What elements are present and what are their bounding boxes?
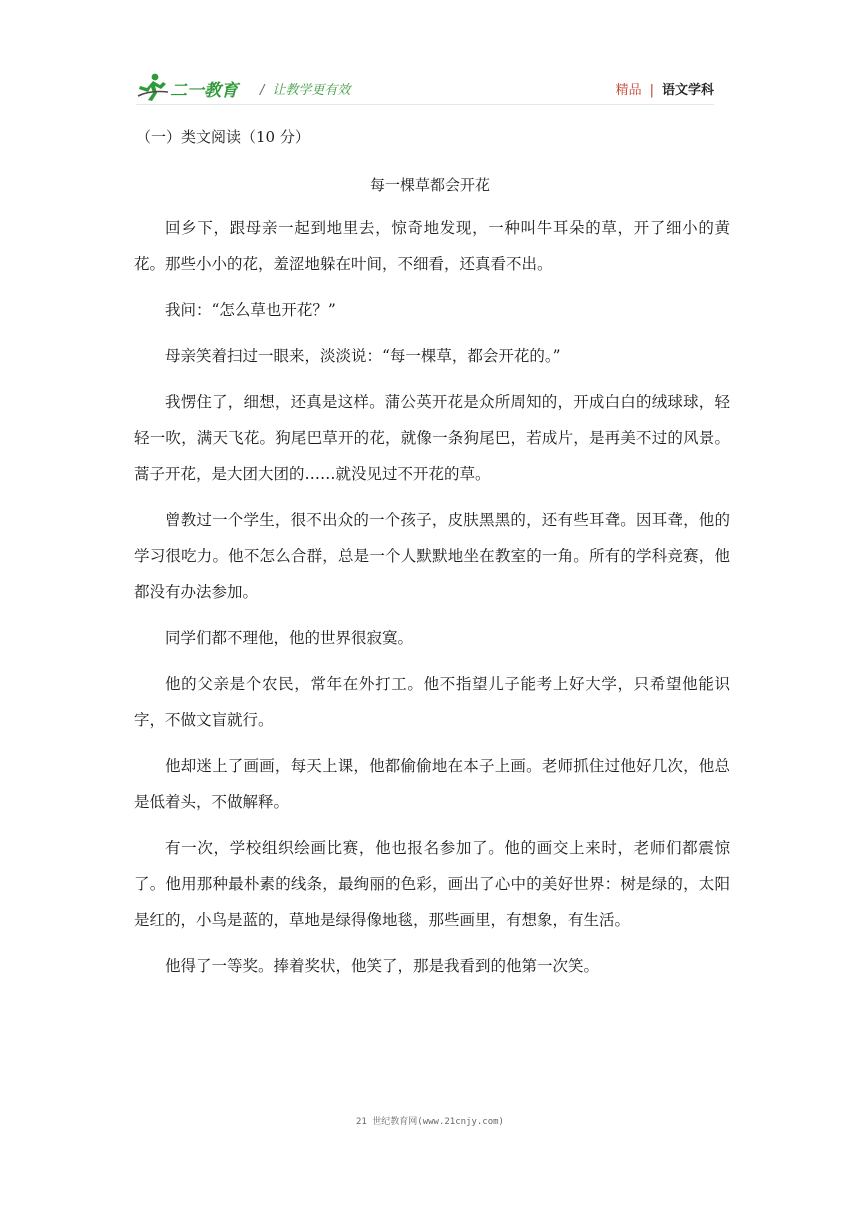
quality-label: 精品 xyxy=(615,83,642,98)
paragraph: 我愣住了，细想，还真是这样。蒲公英开花是众所周知的，开成白白的绒球球，轻轻一吹，满天飞花。狗尾巴草开的花，就像一条狗尾巴，若成片，是再美不过的风景。蒿子开花，是大团大团的……就没见过不开花的草。 xyxy=(134,393,730,483)
logo xyxy=(136,72,254,102)
slogan-separator: / xyxy=(260,83,265,98)
paragraph: 他却迷上了画画，每天上课，他都偷偷地在本子上画。老师抓住过他好几次，他总是低着头，不做解释。 xyxy=(134,757,730,811)
section-title: （一）类文阅读（10 分） xyxy=(136,128,310,146)
paragraph: 母亲笑着扫过一眼来，淡淡说：“每一棵草，都会开花的。” xyxy=(165,347,561,365)
logo-text: 二一教育 xyxy=(170,81,238,101)
page-header xyxy=(136,70,714,106)
running-figure-icon xyxy=(136,72,170,102)
header-divider: | xyxy=(649,83,654,98)
paragraph: 我问：“怎么草也开花？” xyxy=(165,301,336,319)
paragraph: 同学们都不理他，他的世界很寂寞。 xyxy=(165,629,414,647)
page-footer: 21 世纪教育网(www.21cnjy.com) xyxy=(356,1117,504,1127)
slogan xyxy=(260,79,350,98)
paragraph: 有一次，学校组织绘画比赛，他也报名参加了。他的画交上来时，老师们都震惊了。他用那种最朴素的线条，最绚丽的色彩，画出了心中的美好世界：树是绿的，太阳是红的，小鸟是蓝的，草地是绿得像地毯，那些画里，有想象，有生活。 xyxy=(134,839,730,929)
paragraph: 他得了一等奖。捧着奖状，他笑了，那是我看到的他第一次笑。 xyxy=(165,957,600,975)
header-right xyxy=(616,79,714,98)
essay-title: 每一棵草都会开花 xyxy=(369,176,490,194)
subject-label: 语文学科 xyxy=(661,83,714,98)
paragraph: 回乡下，跟母亲一起到地里去，惊奇地发现，一种叫牛耳朵的草，开了细小的黄花。那些小小的花，羞涩地躲在叶间，不细看，还真看不出。 xyxy=(134,219,730,273)
header-divider-line xyxy=(136,104,714,105)
paragraph: 他的父亲是个农民，常年在外打工。他不指望儿子能考上好大学，只希望他能识字，不做文盲就行。 xyxy=(134,675,730,729)
paragraph: 曾教过一个学生，很不出众的一个孩子，皮肤黑黑的，还有些耳聋。因耳聋，他的学习很吃力。他不怎么合群，总是一个人默默地坐在教室的一角。所有的学科竞赛，他都没有办法参加。 xyxy=(134,511,730,601)
slogan-text: 让教学更有效 xyxy=(272,83,351,98)
essay-body xyxy=(134,210,730,994)
